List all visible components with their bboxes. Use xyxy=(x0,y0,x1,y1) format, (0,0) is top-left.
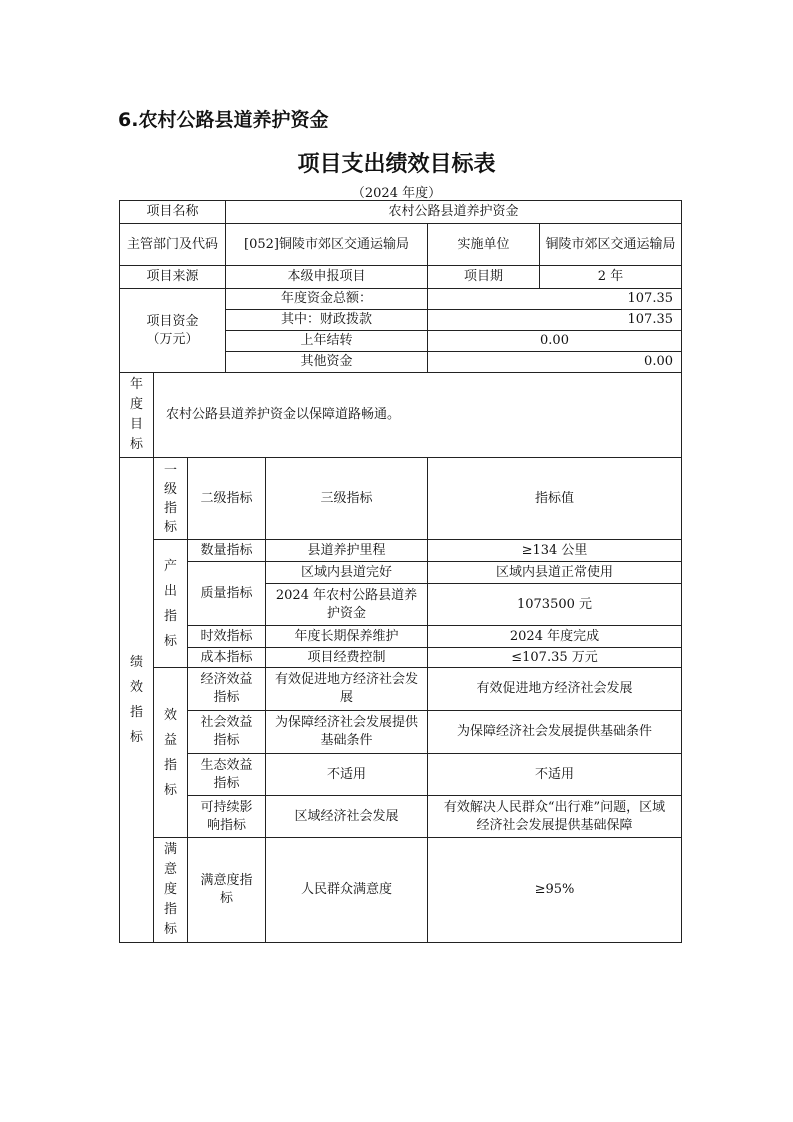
level3-header: 三级指标 xyxy=(265,457,428,540)
eco-l2: 生态效益 指标 xyxy=(187,753,266,796)
output-label: 产 出 指 标 xyxy=(153,539,188,668)
satisfaction-label: 满 意 度 指 标 xyxy=(153,837,188,943)
social-l3: 为保障经济社会发展提供 基础条件 xyxy=(265,710,428,754)
period-value: 2 年 xyxy=(539,265,682,289)
page-title: 项目支出绩效目标表 xyxy=(297,152,496,177)
economic-l3: 有效促进地方经济社会发 展 xyxy=(265,667,428,711)
social-l2: 社会效益 指标 xyxy=(187,710,266,754)
quantity-value: ≥134 公里 xyxy=(427,539,682,562)
quantity-l2: 数量指标 xyxy=(187,539,266,562)
funds-fiscal-label: 其中：财政拨款 xyxy=(225,309,428,331)
satisfaction-l2: 满意度指 标 xyxy=(187,837,266,943)
quality2-value: 1073500 元 xyxy=(427,583,682,626)
cost-value: ≤107.35 万元 xyxy=(427,647,682,668)
satisfaction-value: ≥95% xyxy=(427,837,682,943)
funds-other-label: 其他资金 xyxy=(225,351,428,373)
funds-carryover-label: 上年结转 xyxy=(225,330,428,352)
cost-l3: 项目经费控制 xyxy=(265,647,428,668)
period-label: 项目期 xyxy=(427,265,540,289)
social-value: 为保障经济社会发展提供基础条件 xyxy=(427,710,682,754)
funds-fiscal-value: 107.35 xyxy=(427,309,682,331)
quality-l2: 质量指标 xyxy=(187,561,266,626)
funds-carryover-value: 0.00 xyxy=(427,330,682,352)
source-value: 本级申报项目 xyxy=(225,265,428,289)
quality2-l3: 2024 年农村公路县道养 护资金 xyxy=(265,583,428,626)
sustain-l3: 区域经济社会发展 xyxy=(265,795,428,838)
sustain-l2: 可持续影 响指标 xyxy=(187,795,266,838)
economic-value: 有效促进地方经济社会发展 xyxy=(427,667,682,711)
quality1-value: 区域内县道正常使用 xyxy=(427,561,682,584)
year-label: （2024 年度） xyxy=(351,186,442,201)
funds-total-value: 107.35 xyxy=(427,288,682,310)
level2-header: 二级指标 xyxy=(187,457,266,540)
sustain-value: 有效解决人民群众“出行难”问题，区域 经济社会发展提供基础保障 xyxy=(427,795,682,838)
name-value: 农村公路县道养护资金 xyxy=(225,200,682,224)
impl-label: 实施单位 xyxy=(427,223,540,266)
funds-label: 项目资金 （万元） xyxy=(119,288,226,373)
quantity-l3: 县道养护里程 xyxy=(265,539,428,562)
cost-l2: 成本指标 xyxy=(187,647,266,668)
timeliness-l2: 时效指标 xyxy=(187,625,266,648)
value-header: 指标值 xyxy=(427,457,682,540)
quality1-l3: 区域内县道完好 xyxy=(265,561,428,584)
satisfaction-l3: 人民群众满意度 xyxy=(265,837,428,943)
perf-label: 绩 效 指 标 xyxy=(119,457,154,943)
funds-other-value: 0.00 xyxy=(427,351,682,373)
eco-l3: 不适用 xyxy=(265,753,428,796)
timeliness-l3: 年度长期保养维护 xyxy=(265,625,428,648)
goal-label: 年 度 目 标 xyxy=(119,372,154,458)
impl-value: 铜陵市郊区交通运输局 xyxy=(539,223,682,266)
funds-total-label: 年度资金总额： xyxy=(225,288,428,310)
eco-value: 不适用 xyxy=(427,753,682,796)
timeliness-value: 2024 年度完成 xyxy=(427,625,682,648)
benefit-label: 效 益 指 标 xyxy=(153,667,188,838)
dept-value: [052]铜陵市郊区交通运输局 xyxy=(225,223,428,266)
source-label: 项目来源 xyxy=(119,265,226,289)
dept-label: 主管部门及代码 xyxy=(119,223,226,266)
level1-header: 一 级 指 标 xyxy=(153,457,188,540)
economic-l2: 经济效益 指标 xyxy=(187,667,266,711)
goal-text: 农村公路县道养护资金以保障道路畅通。 xyxy=(153,372,682,458)
name-label: 项目名称 xyxy=(119,200,226,224)
section-heading: 6.农村公路县道养护资金 xyxy=(118,109,329,131)
